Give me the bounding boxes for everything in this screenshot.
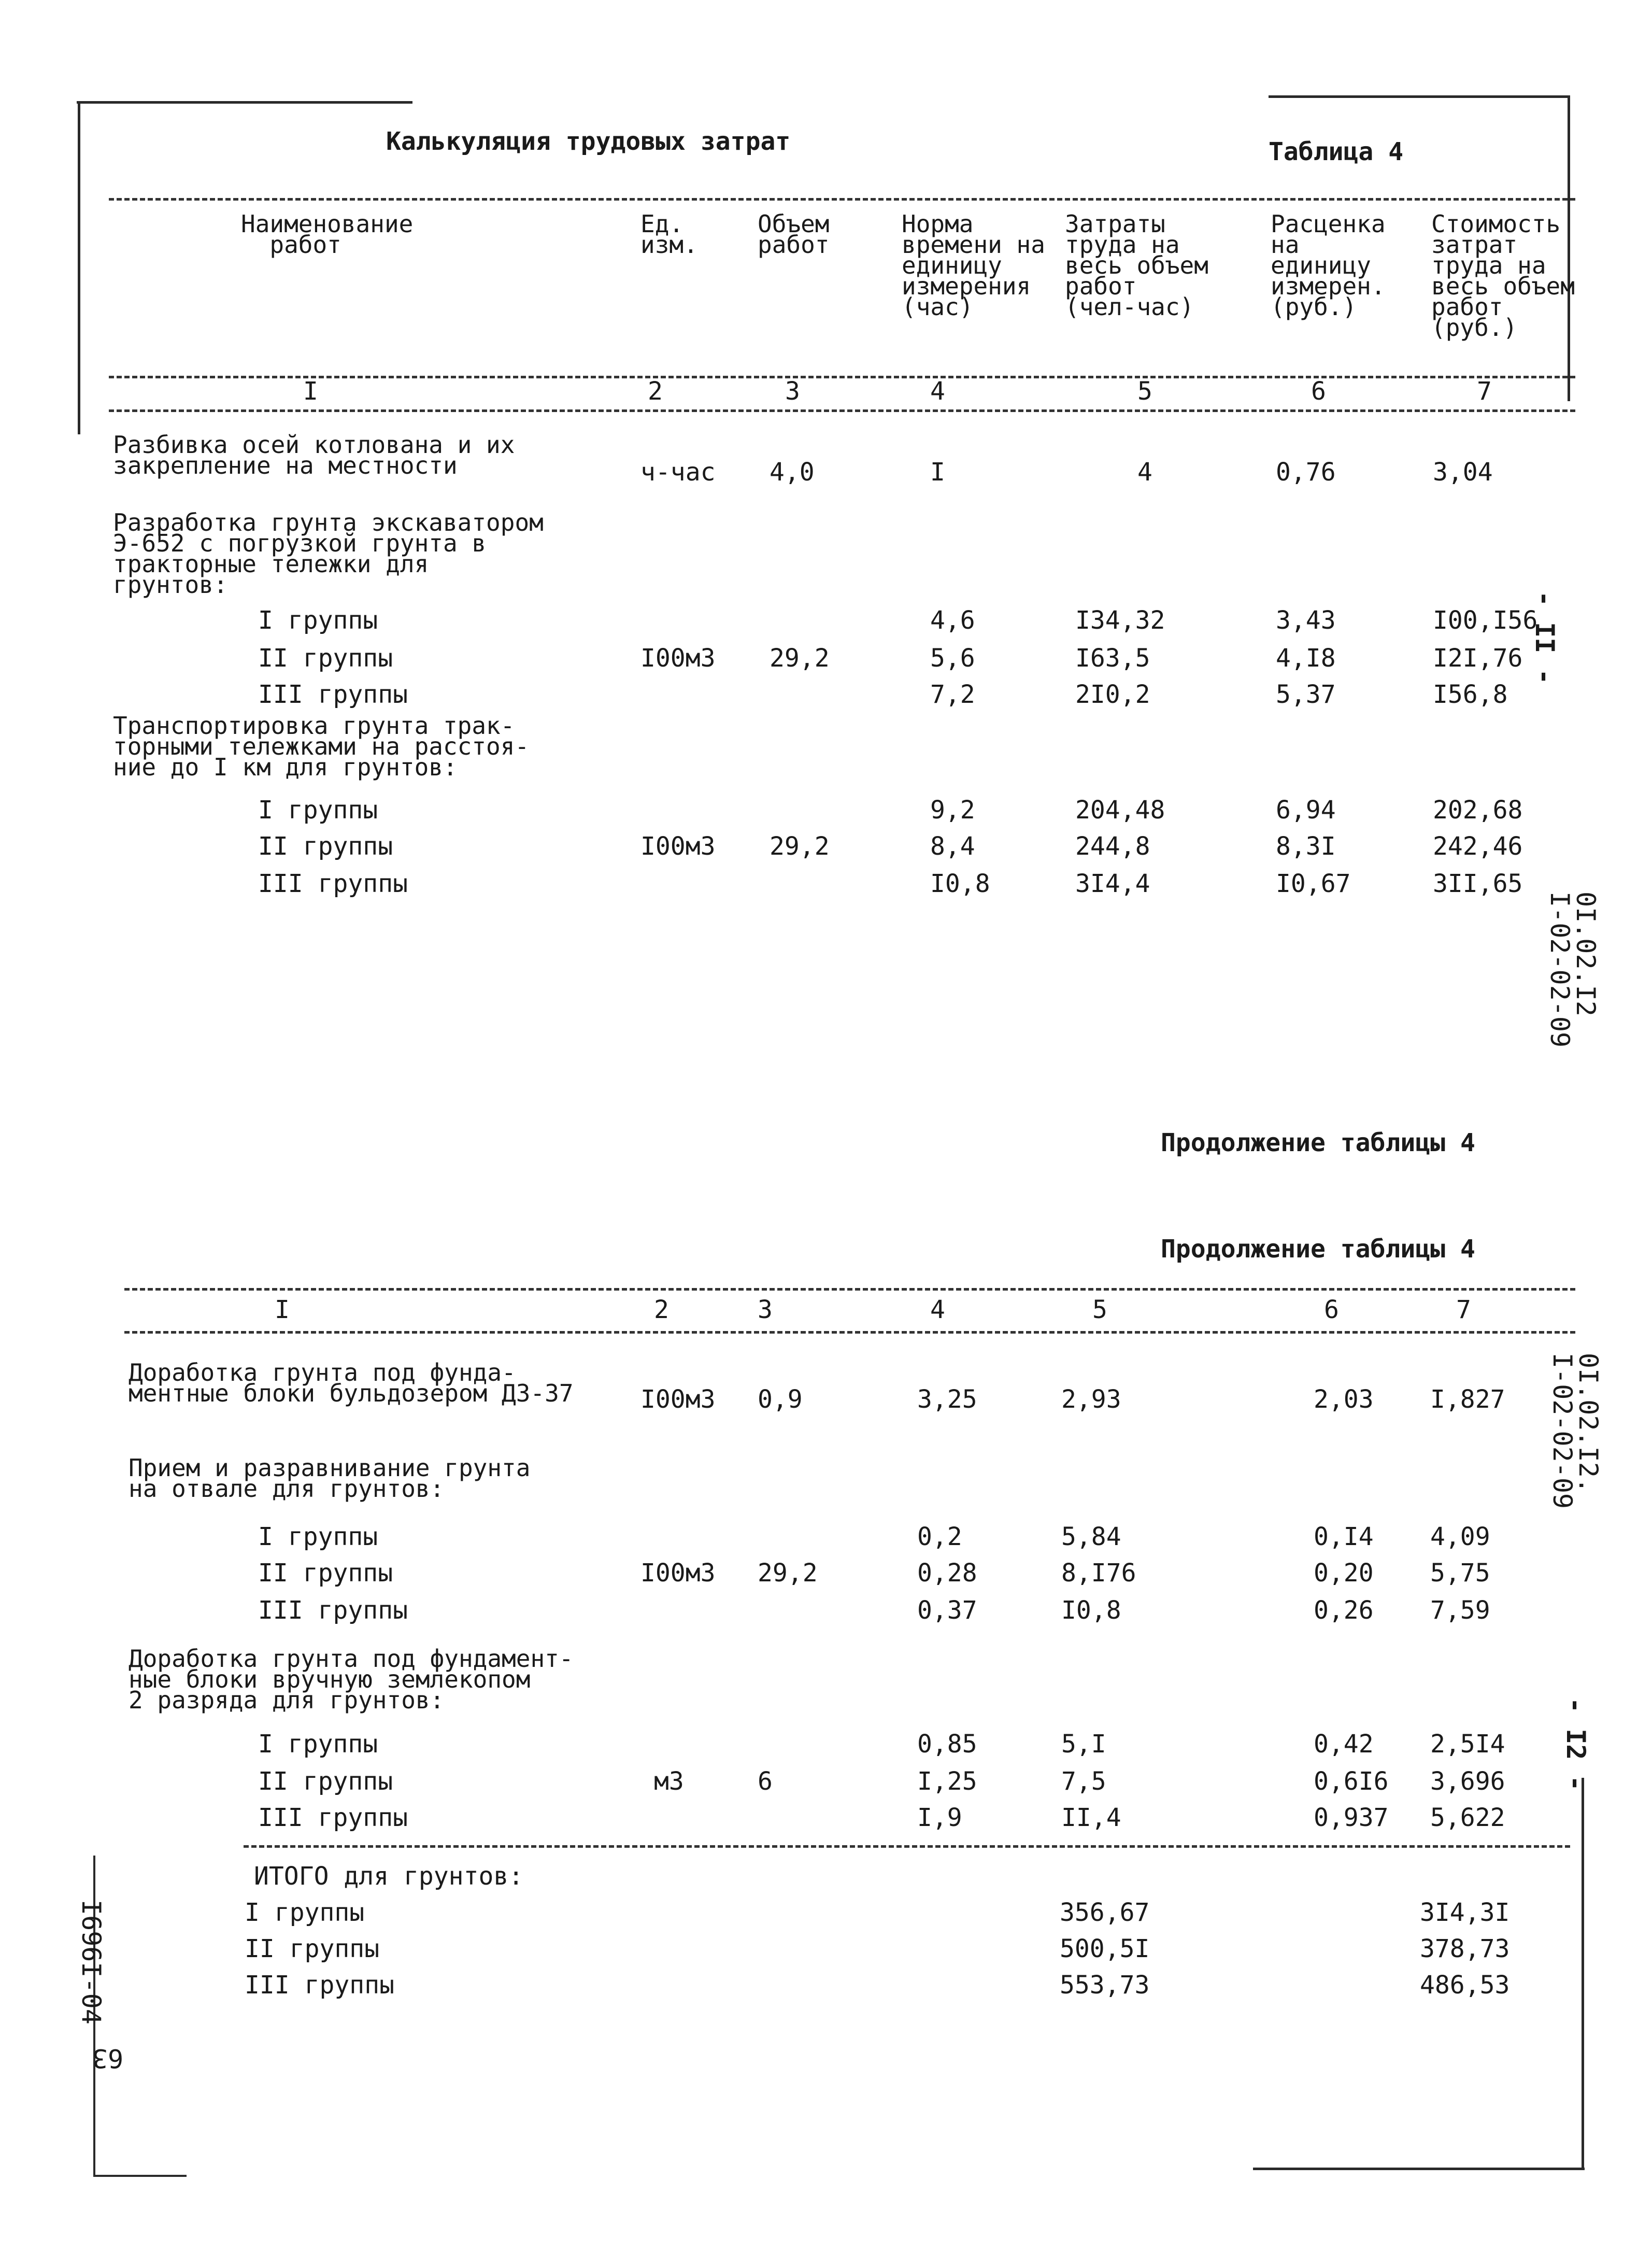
group-label: II группы — [245, 1934, 380, 1963]
row-labor: I34,32 — [1075, 606, 1165, 635]
row-rate: 3,43 — [1276, 606, 1336, 635]
group-label: II группы — [258, 644, 393, 673]
row-labor: 8,I76 — [1061, 1559, 1136, 1588]
row-labor: 4 — [1137, 458, 1152, 487]
row-labor: 5,I — [1061, 1730, 1106, 1759]
row-rate: 0,937 — [1314, 1803, 1389, 1832]
row-cost: 3,04 — [1433, 458, 1493, 487]
row-norm: 5,6 — [930, 644, 975, 673]
row-labor: 204,48 — [1075, 796, 1165, 825]
colnum-1: I — [303, 377, 318, 406]
row-norm: 0,2 — [917, 1522, 962, 1551]
frame-top-left — [77, 101, 412, 104]
colnum-2: 2 — [648, 377, 663, 406]
row-volume: 6 — [758, 1767, 773, 1796]
doc-code-top: 0I.02.I2 I-02-02-09 — [1545, 891, 1601, 1048]
row-cost: I56,8 — [1433, 680, 1508, 709]
row-labor: 2,93 — [1061, 1385, 1121, 1414]
colnum-5: 5 — [1137, 377, 1152, 406]
header-col1: Наименование работ — [241, 210, 414, 259]
continuation-label: Продолжение таблицы 4 — [1161, 1235, 1475, 1264]
row-rate: 0,26 — [1314, 1596, 1374, 1625]
row-norm: 0,85 — [917, 1730, 977, 1759]
row-cost: I2I,76 — [1433, 644, 1523, 673]
frame-right-bottom — [1582, 1778, 1584, 2169]
row-cost: I,827 — [1430, 1385, 1505, 1414]
colnum-3: 3 — [758, 1295, 773, 1324]
header-col6: Расценка на единицу измерен. (руб.) — [1271, 210, 1386, 321]
group-label: I группы — [258, 1730, 378, 1759]
row-cost: 242,46 — [1433, 832, 1523, 861]
total-labor: 356,67 — [1060, 1898, 1150, 1927]
colnum-7: 7 — [1477, 377, 1492, 406]
row-norm: 4,6 — [930, 606, 975, 635]
row-cost: 3,696 — [1430, 1767, 1505, 1796]
total-cost: 378,73 — [1420, 1934, 1510, 1963]
total-cost: 486,53 — [1420, 1971, 1510, 2000]
colnum-2: 2 — [654, 1295, 669, 1324]
row-name: Доработка грунта под фундамент- ные блоки вручную землекопом 2 разряда для грунтов: — [129, 1645, 574, 1714]
header-col3: Объем работ — [758, 210, 830, 259]
row-norm: 3,25 — [917, 1385, 977, 1414]
row-unit: I00м3 — [640, 1385, 716, 1414]
row-volume: 0,9 — [758, 1385, 803, 1414]
row-rate: 2,03 — [1314, 1385, 1374, 1414]
group-label: I группы — [258, 1522, 378, 1551]
group-label: II группы — [258, 832, 393, 861]
row-norm: I,25 — [917, 1767, 977, 1796]
colnum-6: 6 — [1311, 377, 1326, 406]
row-norm: 9,2 — [930, 796, 975, 825]
row-unit: I00м3 — [640, 644, 716, 673]
group-label: III группы — [245, 1971, 394, 2000]
row-norm: 0,28 — [917, 1559, 977, 1588]
row-norm: I0,8 — [930, 869, 990, 898]
row-cost: 5,75 — [1430, 1559, 1490, 1588]
row-unit: I00м3 — [640, 1559, 716, 1588]
colnum-3: 3 — [785, 377, 800, 406]
row-cost: I00,I56 — [1433, 606, 1538, 635]
row-norm: I,9 — [917, 1803, 962, 1832]
row-rate: 0,6I6 — [1314, 1767, 1389, 1796]
total-cost: 3I4,3I — [1420, 1898, 1510, 1927]
row-cost: 202,68 — [1433, 796, 1523, 825]
row-volume: 29,2 — [770, 644, 830, 673]
frame-left-top — [78, 103, 80, 434]
row-rate: 0,I4 — [1314, 1522, 1374, 1551]
colnum-7: 7 — [1456, 1295, 1471, 1324]
row-unit: I00м3 — [640, 832, 716, 861]
colnum-1: I — [275, 1295, 290, 1324]
page-number-12: - I2 - — [1561, 1697, 1591, 1791]
totals-rule — [244, 1845, 1570, 1848]
total-labor: 500,5I — [1060, 1934, 1150, 1963]
group-label: II группы — [258, 1767, 393, 1796]
colnum-4: 4 — [930, 377, 945, 406]
group-label: I группы — [258, 606, 378, 635]
row-cost: 5,622 — [1430, 1803, 1505, 1832]
row-volume: 29,2 — [770, 832, 830, 861]
row-labor: 3I4,4 — [1075, 869, 1150, 898]
table2-header-bottom-rule — [124, 1331, 1575, 1334]
row-rate: I0,67 — [1276, 869, 1351, 898]
row-name: Доработка грунта под фунда- ментные блоки бульдозером ДЗ-37 — [129, 1358, 574, 1407]
table-number-label: Таблица 4 — [1269, 137, 1404, 166]
header-col7: Стоимость затрат труда на весь объем работ (руб.) — [1431, 210, 1575, 342]
row-labor: 2I0,2 — [1075, 680, 1150, 709]
colnum-4: 4 — [930, 1295, 945, 1324]
colnum-6: 6 — [1324, 1295, 1339, 1324]
header-mid-rule — [109, 376, 1575, 378]
group-label: III группы — [258, 869, 408, 898]
page-number-11: - II - — [1530, 591, 1560, 685]
row-name: Транспортировка грунта трак- торными тележками на расстоя- ние до I км для грунтов: — [113, 712, 530, 781]
row-volume: 29,2 — [758, 1559, 818, 1588]
row-rate: 0,42 — [1314, 1730, 1374, 1759]
totals-label: ИТОГО для грунтов: — [254, 1862, 524, 1891]
group-label: III группы — [258, 1596, 408, 1625]
header-top-rule — [109, 198, 1575, 201]
row-rate: 5,37 — [1276, 680, 1336, 709]
row-volume: 4,0 — [770, 458, 815, 487]
table-title: Калькуляция трудовых затрат — [386, 127, 791, 156]
row-norm: I — [930, 458, 945, 487]
row-norm: 7,2 — [930, 680, 975, 709]
row-labor: 244,8 — [1075, 832, 1150, 861]
header-col4: Норма времени на единицу измерения (час) — [902, 210, 1045, 321]
row-name: Прием и разравнивание грунта на отвале для грунтов: — [129, 1454, 531, 1503]
row-labor: II,4 — [1061, 1803, 1121, 1832]
table2-top-rule — [124, 1288, 1575, 1291]
header-bottom-rule — [109, 409, 1575, 412]
row-rate: 8,3I — [1276, 832, 1336, 861]
row-labor: 7,5 — [1061, 1767, 1106, 1796]
row-labor: I63,5 — [1075, 644, 1150, 673]
header-col5: Затраты труда на весь объем работ (чел-час) — [1065, 210, 1208, 321]
row-name: Разработка грунта экскаватором Э-652 с погрузкой грунта в тракторные тележки для грунтов: — [113, 508, 544, 599]
row-rate: 6,94 — [1276, 796, 1336, 825]
doc-number: I696I-04 — [76, 1900, 106, 2025]
group-label: I группы — [245, 1898, 365, 1927]
row-rate: 0,76 — [1276, 458, 1336, 487]
row-cost: 3II,65 — [1433, 869, 1523, 898]
row-labor: 5,84 — [1061, 1522, 1121, 1551]
row-labor: I0,8 — [1061, 1596, 1121, 1625]
row-rate: 0,20 — [1314, 1559, 1374, 1588]
row-norm: 8,4 — [930, 832, 975, 861]
frame-bottom-left — [93, 2175, 187, 2177]
total-labor: 553,73 — [1060, 1971, 1150, 2000]
row-unit: м3 — [654, 1767, 684, 1796]
row-norm: 0,37 — [917, 1596, 977, 1625]
colnum-5: 5 — [1092, 1295, 1107, 1324]
group-label: I группы — [258, 796, 378, 825]
row-name: Разбивка осей котлована и их закрепление на местности — [113, 431, 515, 479]
frame-bottom-right — [1253, 2168, 1585, 2170]
frame-top-right — [1269, 95, 1569, 98]
row-unit: ч-час — [640, 458, 716, 487]
sheet-number: 63 — [92, 2043, 123, 2073]
row-rate: 4,I8 — [1276, 644, 1336, 673]
row-cost: 4,09 — [1430, 1522, 1490, 1551]
continuation-label: Продолжение таблицы 4 — [1161, 1128, 1475, 1157]
row-cost: 7,59 — [1430, 1596, 1490, 1625]
group-label: III группы — [258, 1803, 408, 1832]
group-label: III группы — [258, 680, 408, 709]
group-label: II группы — [258, 1559, 393, 1588]
doc-code-mid: 0I.02.I2. I-02-02-09 — [1547, 1353, 1603, 1509]
row-cost: 2,5I4 — [1430, 1730, 1505, 1759]
header-col2: Ед. изм. — [640, 210, 698, 259]
